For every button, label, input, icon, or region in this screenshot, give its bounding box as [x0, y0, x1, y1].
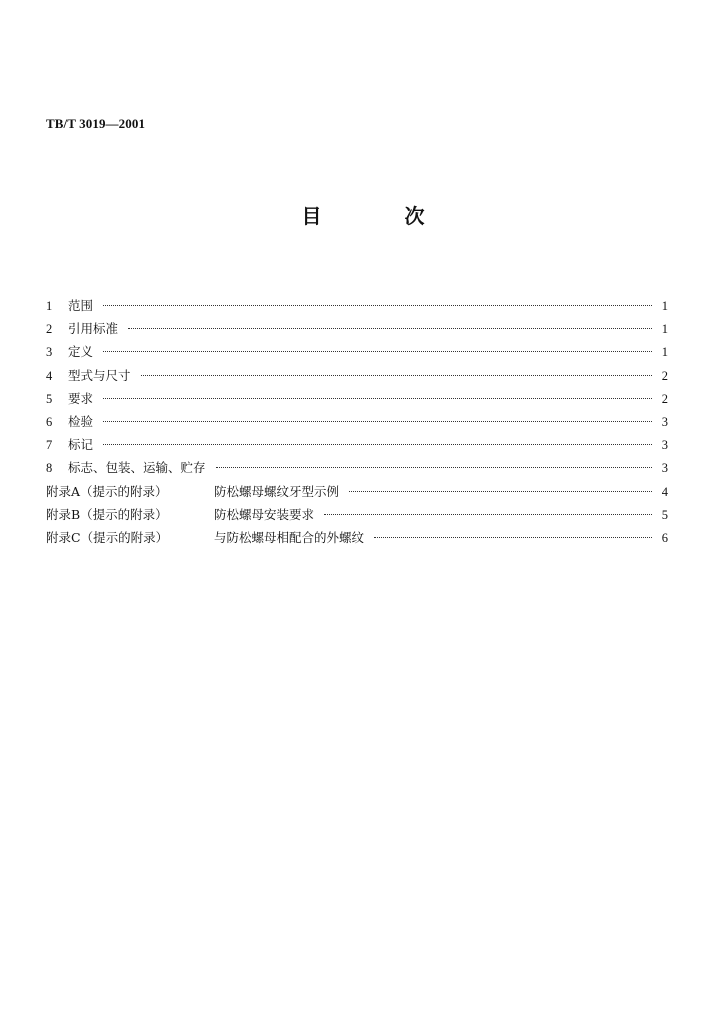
toc-entry-number: 2 — [46, 322, 53, 337]
toc-entry-number: 6 — [46, 414, 53, 429]
toc-entry-label: 定义 — [68, 344, 94, 360]
toc-entry-8[interactable] — [46, 456, 668, 479]
toc-entry-label: 型式与尺寸 — [68, 367, 131, 383]
toc-dot-leader — [324, 513, 652, 515]
toc-entry-label: 标志、包装、运输、贮存 — [68, 460, 206, 476]
toc-entry-5[interactable] — [46, 387, 668, 410]
toc-entry-label: 范围 — [68, 298, 94, 313]
toc-entry-page: 3 — [661, 414, 668, 429]
toc-entry-page: 3 — [661, 461, 668, 476]
toc-entry-6[interactable] — [46, 410, 668, 433]
toc-appendix-prefix: 附录A（提示的附录） — [46, 483, 168, 499]
toc-entry-7[interactable] — [46, 433, 668, 456]
toc-entry-label: 检验 — [68, 413, 94, 429]
toc-dot-leader — [103, 397, 652, 399]
toc-title: 目 次 — [301, 204, 463, 228]
toc-dot-leader — [349, 490, 652, 492]
toc-appendix-page: 6 — [661, 530, 668, 545]
toc-entry-page: 1 — [661, 299, 668, 313]
toc-entry-1[interactable] — [46, 294, 668, 317]
toc-appendix-prefix: 附录B（提示的附录） — [46, 506, 168, 522]
toc-entry-page: 1 — [661, 322, 668, 337]
toc-dot-leader — [374, 536, 652, 538]
toc-entry-2[interactable] — [46, 317, 668, 340]
toc-entry-page: 2 — [661, 391, 668, 406]
toc-appendix-page: 5 — [661, 507, 668, 522]
table-of-contents — [46, 294, 668, 549]
toc-entry-number: 7 — [46, 438, 53, 453]
toc-dot-leader — [103, 443, 652, 445]
toc-dot-leader — [103, 304, 652, 306]
toc-dot-leader — [103, 420, 652, 422]
toc-appendix-label: 防松螺母安装要求 — [214, 506, 315, 522]
toc-entry-number: 3 — [46, 345, 53, 360]
toc-dot-leader — [141, 374, 652, 376]
toc-entry-label: 标记 — [68, 437, 94, 453]
toc-entry-3[interactable] — [46, 340, 668, 363]
toc-entry-number: 1 — [46, 299, 53, 313]
toc-dot-leader — [216, 466, 652, 468]
toc-entry-number: 8 — [46, 461, 53, 476]
toc-entry-page: 3 — [661, 438, 668, 453]
toc-dot-leader — [103, 350, 652, 352]
toc-entry-page: 2 — [661, 368, 668, 383]
toc-appendix-label: 防松螺母螺纹牙型示例 — [214, 483, 340, 499]
toc-entry-label: 要求 — [68, 390, 94, 406]
toc-entry-label: 引用标准 — [68, 321, 119, 337]
toc-entry-number: 5 — [46, 391, 53, 406]
toc-appendix-label: 与防松螺母相配合的外螺纹 — [214, 529, 365, 545]
standard-number: TB/T 3019—2001 — [46, 116, 146, 131]
toc-appendix-b[interactable] — [46, 503, 668, 526]
toc-appendix-prefix: 附录C（提示的附录） — [46, 529, 169, 545]
toc-entry-number: 4 — [46, 368, 53, 383]
toc-entry-4[interactable] — [46, 364, 668, 387]
toc-appendix-a[interactable] — [46, 480, 668, 503]
toc-appendix-page: 4 — [661, 484, 668, 499]
toc-entry-page: 1 — [661, 345, 668, 360]
toc-appendix-c[interactable] — [46, 526, 668, 549]
toc-dot-leader — [128, 327, 652, 329]
